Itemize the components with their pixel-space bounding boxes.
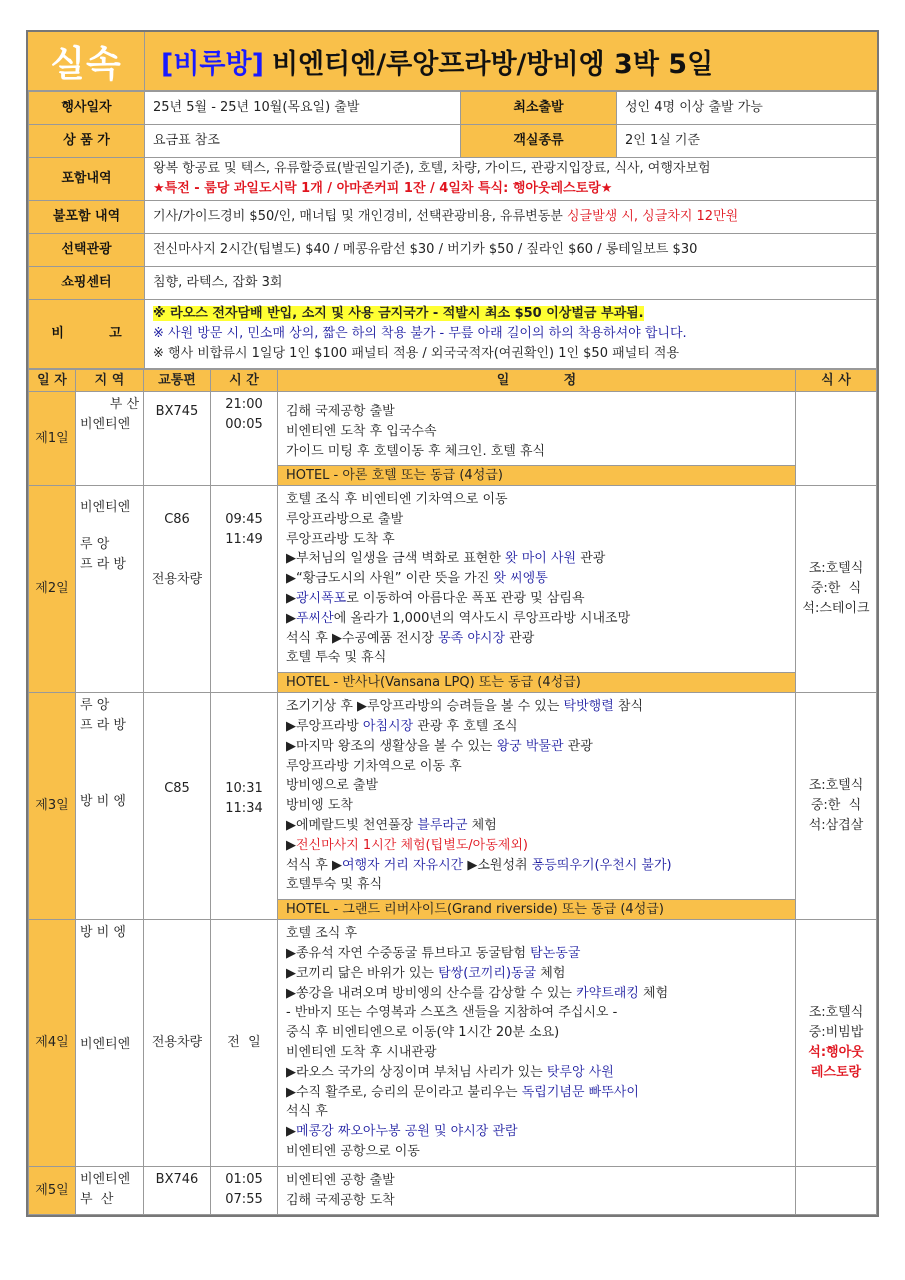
min-value: 성인 4명 이상 출발 가능 — [617, 92, 877, 125]
header-time: 시 간 — [211, 370, 278, 392]
info-row-option — [29, 234, 877, 267]
day4-label: 제4일 — [29, 920, 76, 1167]
header-plan: 일 정 — [278, 370, 796, 392]
day3-time2: 11:34 — [225, 800, 263, 816]
day4-lines — [278, 920, 795, 1166]
day1-hotel: HOTEL - 아론 호텔 또는 동급 (4성급) — [278, 465, 795, 485]
text: ▶부처님의 일생을 금색 벽화로 표현한 — [286, 551, 506, 567]
text: ▶“황금도시의 사원” 이란 뜻을 가진 — [286, 571, 494, 587]
highlight-text: 탐쌍(코끼리)동굴 — [438, 965, 537, 981]
day5-label: 제5일 — [29, 1166, 76, 1215]
day5-line: 비엔티엔 공항 출발 — [286, 1172, 395, 1188]
day3-row — [29, 693, 877, 920]
exclude-value — [145, 201, 877, 234]
text: ▶ — [286, 610, 296, 626]
min-label: 최소출발 — [461, 92, 617, 125]
day3-region3: 방 비 엥 — [80, 793, 126, 809]
day5-region1: 비엔티엔 — [80, 1171, 131, 1187]
day2-transport1: C86 — [164, 512, 190, 527]
day5-meal — [796, 1166, 877, 1215]
text: ▶루앙프라방 — [286, 718, 363, 734]
day4-meal2: 중:비빔밥 — [808, 1025, 864, 1041]
page-title — [145, 32, 877, 90]
note-line1-text: ※ 라오스 전자담배 반입, 소지 및 사용 금지국가 - 적발시 최소 $50 이상벌금 부과됨. — [153, 306, 644, 321]
include-label: 포함내역 — [29, 158, 145, 201]
day1-transport: BX745 — [144, 392, 211, 486]
text: 로 이동하여 아름다운 폭포 관광 및 삼림욕 — [346, 590, 585, 606]
text: ▶에메랄드빛 천연풀장 — [286, 817, 418, 833]
highlight-text: 왓 마이 사원 — [505, 551, 577, 567]
highlight-text: 블루라군 — [417, 817, 468, 833]
day4-meal — [796, 920, 877, 1167]
highlight-text: 카약트래킹 — [576, 985, 639, 1001]
day3-line: 방비엥 도착 — [286, 798, 353, 814]
day2-plan — [278, 486, 796, 693]
day4-region — [76, 920, 144, 1167]
text: ▶ — [286, 1124, 296, 1140]
text: ▶마지막 왕조의 생활상을 볼 수 있는 — [286, 738, 497, 754]
day1-plan — [278, 392, 796, 486]
info-row-period — [29, 92, 877, 125]
text: ▶수직 활주로, 승리의 문이라고 불리우는 — [286, 1084, 522, 1100]
day1-meal — [796, 392, 877, 486]
itinerary-sheet — [26, 30, 879, 1217]
highlight-text: 왓 씨엥통 — [493, 571, 548, 587]
day2-region2: 루 앙 — [80, 536, 110, 552]
day3-line — [286, 717, 787, 737]
day1-line: 김해 국제공항 출발 — [286, 404, 395, 419]
highlight-text: 여행자 거리 자유시간 — [341, 857, 464, 873]
highlight-text: 전신마사지 1시간 체험(팁별도/아동제외) — [296, 837, 528, 853]
day3-region2: 프 라 방 — [80, 717, 126, 733]
day2-meal3: 석:스테이크 — [802, 600, 870, 616]
day2-transport2: 전용차량 — [151, 571, 203, 587]
highlight-text: 몽족 야시장 — [438, 630, 506, 646]
schedule-table — [28, 369, 877, 1215]
header-region: 지 역 — [76, 370, 144, 392]
title-badge: 실속 — [28, 32, 145, 90]
note-value — [145, 300, 877, 369]
highlight-text: 메콩강 짜오아누봉 공원 및 야시장 관람 — [296, 1124, 518, 1140]
day2-region3: 프 라 방 — [80, 556, 126, 572]
day3-line — [286, 816, 787, 836]
header-meal: 식 사 — [796, 370, 877, 392]
day4-line — [286, 944, 787, 964]
spacer — [80, 943, 139, 1035]
day3-line — [286, 856, 787, 876]
day2-meal2: 중:한 식 — [810, 581, 862, 597]
day1-line: 가이드 미팅 후 호텔이동 후 체크인. 호텔 휴식 — [286, 443, 546, 459]
text: 체험 — [638, 985, 669, 1001]
day5-time — [211, 1166, 278, 1215]
text: 석식 후 ▶수공예품 전시장 — [286, 630, 439, 646]
room-label: 객실종류 — [461, 125, 617, 158]
title-text: 비엔티엔/루앙프라방/방비엥 3박 5일 — [271, 48, 714, 80]
text: 참식 — [613, 699, 644, 715]
day5-lines — [278, 1167, 795, 1215]
info-row-include — [29, 158, 877, 201]
day5-region — [76, 1166, 144, 1215]
text: ▶ — [286, 590, 296, 606]
include-line1: 왕복 항공료 및 텍스, 유류할증료(발권일기준), 호텔, 차량, 가이드, 관광지입장료, 식사, 여행자보험 — [153, 161, 711, 176]
day4-line: 비엔티엔 공항으로 이동 — [286, 1143, 420, 1159]
day4-region1: 방 비 엥 — [80, 925, 126, 941]
day3-label: 제3일 — [29, 693, 76, 920]
day5-time1: 01:05 — [225, 1171, 263, 1187]
day3-line: 호텔투숙 및 휴식 — [286, 877, 383, 893]
day2-line — [286, 609, 787, 629]
info-row-shop — [29, 267, 877, 300]
note-line2: ※ 사원 방문 시, 민소매 상의, 짧은 하의 착용 불가 - 무릎 아래 길이의 하의 착용하셔야 합니다. — [153, 326, 687, 341]
highlight-text: 아침시장 — [362, 718, 414, 734]
day1-lines — [278, 392, 795, 465]
day1-label: 제1일 — [29, 392, 76, 486]
title-tag: [비루방] — [161, 48, 264, 80]
text: ▶종유석 자연 수중동굴 튜브타고 동굴탐험 — [286, 945, 531, 961]
day4-region2: 비엔티엔 — [80, 1036, 131, 1052]
text: 에 올라가 1,000년의 역사도시 루앙프라방 시내조망 — [333, 610, 631, 626]
day4-meal1: 조:호텔식 — [808, 1005, 864, 1021]
highlight-text: 풍등띄우기(우천시 불가) — [531, 857, 672, 873]
day2-transport — [144, 486, 211, 693]
day3-line: 루앙프라방 기차역으로 이동 후 — [286, 758, 462, 774]
day3-time1: 10:31 — [225, 781, 263, 797]
day4-line — [286, 984, 787, 1004]
shop-value: 침향, 라텍스, 잡화 3회 — [145, 267, 877, 300]
day1-region — [76, 392, 144, 486]
text: 관광 후 호텔 조식 — [413, 718, 518, 734]
schedule-header — [29, 370, 877, 392]
day3-transport: C85 — [144, 693, 211, 920]
day2-line: 호텔 투숙 및 휴식 — [286, 650, 387, 666]
text: 관광 — [505, 630, 535, 646]
day4-line — [286, 1063, 787, 1083]
day2-line — [286, 549, 787, 569]
day4-line — [286, 1083, 787, 1103]
day3-meal2: 중:한 식 — [810, 798, 862, 814]
text: 체험 — [536, 965, 566, 981]
day2-line: 호텔 조식 후 비엔티엔 기차역으로 이동 — [286, 492, 508, 507]
highlight-text: 탁밧행렬 — [563, 699, 614, 715]
text: ▶ — [286, 837, 296, 853]
text: 석식 후 ▶ — [286, 857, 342, 873]
day4-line — [286, 1122, 787, 1142]
spacer — [145, 530, 209, 570]
day4-time: 전 일 — [211, 920, 278, 1167]
day2-label: 제2일 — [29, 486, 76, 693]
day1-line: 비엔티엔 도착 후 입국수속 — [286, 423, 437, 439]
text: ▶코끼리 닮은 바위가 있는 — [286, 965, 439, 981]
shop-label: 쇼핑센터 — [29, 267, 145, 300]
exclude-red-text: 싱글발생 시, 싱글차지 12만원 — [566, 209, 739, 225]
info-row-price — [29, 125, 877, 158]
day1-row — [29, 392, 877, 486]
exclude-text: 기사/가이드경비 $50/인, 매너팁 및 개인경비, 선택관광비용, 유류변동분 — [153, 209, 563, 225]
include-value — [145, 158, 877, 201]
text: 관광 — [576, 551, 606, 567]
day5-region2: 부 산 — [80, 1191, 114, 1207]
day3-region1: 루 앙 — [80, 698, 110, 714]
day1-region1: 부 산 — [109, 397, 139, 412]
text: 관광 — [563, 738, 593, 754]
include-line2: ★특전 - 룸당 과일도시락 1개 / 아마존커피 1잔 / 4일차 특식: 행아웃레스토랑★ — [153, 181, 613, 196]
text: ▶쏭강을 내려오며 방비엥의 산수를 감상할 수 있는 — [286, 985, 577, 1001]
day5-transport: BX746 — [144, 1166, 211, 1215]
day4-row — [29, 920, 877, 1167]
highlight-text: 독립기념문 빠뚜사이 — [521, 1084, 639, 1100]
day2-line — [286, 629, 787, 649]
option-value: 전신마사지 2시간(팁별도) $40 / 메콩유람선 $30 / 버기카 $50 / 짚라인 $60 / 롱테일보트 $30 — [145, 234, 877, 267]
day4-line: 중식 후 비엔티엔으로 이동(약 1시간 20분 소요) — [286, 1025, 560, 1041]
day2-line — [286, 589, 787, 609]
info-row-exclude — [29, 201, 877, 234]
text: 체험 — [467, 817, 497, 833]
text: ▶라오스 국가의 상징이며 부처님 사리가 있는 — [286, 1064, 547, 1080]
day5-line: 김해 국제공항 도착 — [286, 1192, 395, 1208]
room-value: 2인 1실 기준 — [617, 125, 877, 158]
day2-line: 루앙프라방 도착 후 — [286, 531, 395, 547]
exclude-label: 불포함 내역 — [29, 201, 145, 234]
highlight-text: 푸씨산 — [296, 610, 334, 626]
period-value: 25년 5월 - 25년 10월(목요일) 출발 — [145, 92, 461, 125]
day3-lines — [278, 693, 795, 899]
day3-line — [286, 697, 787, 717]
day1-time1: 21:00 — [225, 397, 263, 412]
day3-line — [286, 836, 787, 856]
day4-plan — [278, 920, 796, 1167]
day3-region — [76, 693, 144, 920]
day5-row — [29, 1166, 877, 1215]
spacer — [80, 518, 139, 535]
day2-region — [76, 486, 144, 693]
info-row-note — [29, 300, 877, 369]
header-transport: 교통편 — [144, 370, 211, 392]
day5-time2: 07:55 — [225, 1191, 263, 1207]
day1-time2: 00:05 — [225, 416, 263, 432]
day4-line: 호텔 조식 후 — [286, 926, 358, 942]
day3-time — [211, 693, 278, 920]
day2-line: 루앙프라방으로 출발 — [286, 511, 404, 527]
day3-meal1: 조:호텔식 — [808, 778, 864, 794]
day3-line: 방비엥으로 출발 — [286, 778, 379, 794]
period-label: 행사일자 — [29, 92, 145, 125]
day2-time2: 11:49 — [225, 531, 263, 547]
day3-hotel: HOTEL - 그랜드 리버사이드(Grand riverside) 또는 동급 (4성급) — [278, 899, 795, 919]
day4-line — [286, 964, 787, 984]
day4-transport: 전용차량 — [144, 920, 211, 1167]
day2-line — [286, 569, 787, 589]
option-label: 선택관광 — [29, 234, 145, 267]
day5-plan — [278, 1166, 796, 1215]
price-label: 상 품 가 — [29, 125, 145, 158]
info-table — [28, 91, 877, 369]
day1-time — [211, 392, 278, 486]
day2-hotel: HOTEL - 반사나(Vansana LPQ) 또는 동급 (4성급) — [278, 672, 795, 692]
day2-meal — [796, 486, 877, 693]
day2-lines — [278, 486, 795, 672]
text: ▶소원성취 — [463, 857, 532, 873]
highlight-text: 광시폭포 — [296, 590, 347, 606]
price-value: 요금표 참조 — [145, 125, 461, 158]
day3-plan — [278, 693, 796, 920]
day1-region2: 비엔티엔 — [80, 416, 131, 432]
day2-meal1: 조:호텔식 — [808, 561, 864, 577]
title-bar — [28, 32, 877, 91]
text: 조기기상 후 ▶루앙프라방의 승려들을 볼 수 있는 — [286, 699, 564, 715]
highlight-text: 탓루앙 사원 — [546, 1064, 614, 1080]
day4-meal3: 석:행아웃 — [808, 1044, 864, 1060]
day2-time1: 09:45 — [225, 512, 263, 527]
day4-line: - 반바지 또는 수영복과 스포츠 샌들을 지참하여 주십시오 - — [286, 1005, 618, 1021]
note-line3: ※ 행사 비합류시 1일당 1인 $100 패널티 적용 / 외국국적자(여권확인) 1인 $50 패널티 적용 — [153, 346, 680, 361]
note-label: 비 고 — [29, 300, 145, 369]
day2-region1: 비엔티엔 — [80, 500, 131, 515]
day2-time — [211, 486, 278, 693]
header-day: 일 자 — [29, 370, 76, 392]
day3-meal3: 석:삼겹살 — [808, 818, 864, 834]
day3-meal — [796, 693, 877, 920]
day4-meal4: 레스토랑 — [810, 1064, 862, 1080]
day4-line: 석식 후 — [286, 1104, 328, 1120]
highlight-text: 탐논동굴 — [530, 945, 581, 961]
day4-line: 비엔티엔 도착 후 시내관광 — [286, 1044, 437, 1060]
day2-row — [29, 486, 877, 693]
highlight-text: 왕궁 박물관 — [496, 738, 564, 754]
spacer — [80, 736, 139, 792]
note-line1 — [153, 304, 868, 324]
day3-line — [286, 737, 787, 757]
